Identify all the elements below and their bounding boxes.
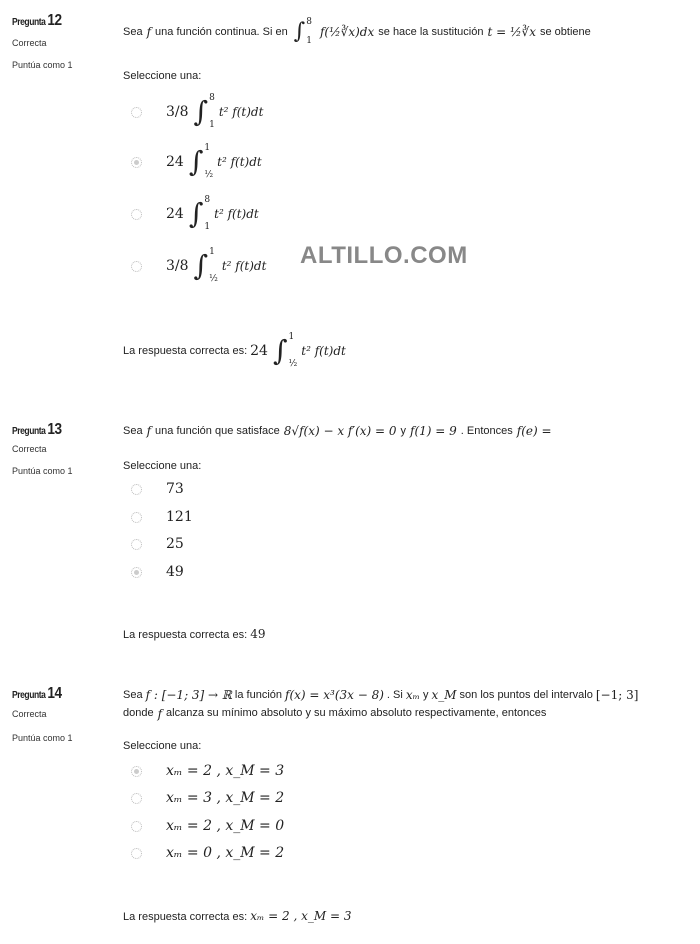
option-2[interactable]	[131, 509, 193, 525]
select-label: Seleccione una:	[123, 460, 202, 472]
question-text: Sea f una función que satisface 8√f(x) − x f′(x) = 0 y f(1) = 9 . Entonces f(e) =	[123, 424, 552, 438]
question-number: Pregunta 13	[12, 421, 62, 438]
integral-sign-icon: ∫ 8 1	[193, 93, 215, 130]
integrand: t² f(t)dt	[218, 105, 264, 119]
option-2[interactable]	[131, 790, 284, 806]
upper-limit: 8	[306, 17, 312, 27]
radio-button[interactable]	[131, 512, 142, 523]
watermark: ALTILLO.COM	[300, 242, 468, 269]
option-value: 25	[166, 536, 184, 552]
option-4[interactable]	[131, 248, 266, 284]
lower-limit: 1	[306, 36, 312, 46]
question-number: Pregunta 14	[12, 685, 62, 702]
integral-sign-icon: ∫ 1 ½	[272, 332, 298, 369]
radio-button[interactable]	[131, 107, 142, 118]
correct-answer: La respuesta correcta es: xₘ = 2 , x_M = 3	[123, 909, 352, 923]
integrand: t² f(t)dt	[221, 259, 267, 273]
option-coef: 24	[166, 206, 184, 222]
option-value: xₘ = 3 , x_M = 2	[166, 790, 285, 806]
upper-limit: 1	[209, 247, 215, 257]
option-value: xₘ = 0 , x_M = 2	[166, 845, 285, 861]
option-2[interactable]	[131, 144, 262, 180]
question-score: Puntúa como 1	[12, 466, 73, 476]
question-text-line2: donde f alcanza su mínimo absoluto y su máximo absoluto respectivamente, entonces	[123, 707, 547, 721]
question-status: Correcta	[12, 38, 47, 48]
integrand: t² f(t)dt	[214, 207, 259, 221]
option-value: xₘ = 2 , x_M = 0	[166, 818, 285, 834]
upper-limit: 1	[204, 143, 211, 153]
option-coef: 3/8	[166, 258, 189, 274]
radio-button[interactable]	[131, 793, 142, 804]
option-formula	[166, 94, 263, 130]
lower-limit: ½	[209, 274, 218, 284]
option-coef: 3/8	[166, 104, 189, 120]
radio-button[interactable]	[131, 848, 142, 859]
option-3[interactable]	[131, 818, 284, 834]
integral-sign-icon: ∫ 8 1	[293, 17, 312, 46]
upper-limit: 8	[209, 93, 215, 103]
option-value: 49	[166, 564, 184, 580]
option-3[interactable]	[131, 536, 184, 552]
integral-sign-icon: ∫ 1 ½	[188, 143, 214, 180]
radio-button[interactable]	[131, 484, 142, 495]
select-label: Seleccione una:	[123, 70, 202, 82]
option-formula	[166, 248, 266, 284]
question-text: Sea f una función continua. Si en ∫ 8 1 f(½∛x)dx se hace la sustitución t = ½∛x se obtiene	[123, 17, 591, 46]
option-1[interactable]	[131, 94, 263, 130]
option-value: xₘ = 2 , x_M = 3	[166, 763, 285, 779]
correct-answer: La respuesta correcta es: 49	[123, 627, 266, 641]
question-score: Puntúa como 1	[12, 60, 73, 70]
option-coef: 24	[166, 154, 184, 170]
option-formula	[166, 196, 259, 232]
question-status: Correcta	[12, 709, 47, 719]
integrand: t² f(t)dt	[217, 155, 262, 169]
option-3[interactable]	[131, 196, 259, 232]
integral-sign-icon: ∫ 1 ½	[193, 247, 218, 284]
upper-limit: 8	[204, 195, 211, 205]
option-1[interactable]	[131, 763, 284, 779]
radio-button[interactable]	[131, 539, 142, 550]
question-number: Pregunta 12	[12, 12, 62, 29]
option-4[interactable]	[131, 564, 184, 580]
radio-button[interactable]	[131, 766, 142, 777]
integral-sign-icon: ∫ 8 1	[188, 195, 211, 232]
radio-button[interactable]	[131, 261, 142, 272]
option-4[interactable]	[131, 845, 284, 861]
select-label: Seleccione una:	[123, 740, 202, 752]
option-value: 73	[166, 481, 184, 497]
option-formula	[166, 144, 262, 180]
question-text: Sea f : [−1; 3] → ℝ la función f(x) = x³(3x − 8) . Si xₘ y x_M son los puntos del intervalo [−1; 3]	[123, 688, 639, 702]
radio-button[interactable]	[131, 821, 142, 832]
lower-limit: 1	[204, 222, 211, 232]
question-score: Puntúa como 1	[12, 733, 73, 743]
option-value: 121	[166, 509, 193, 525]
question-status: Correcta	[12, 444, 47, 454]
lower-limit: ½	[204, 170, 214, 180]
radio-button[interactable]	[131, 157, 142, 168]
radio-button[interactable]	[131, 567, 142, 578]
option-1[interactable]	[131, 481, 184, 497]
lower-limit: 1	[209, 120, 215, 130]
radio-button[interactable]	[131, 209, 142, 220]
correct-answer: La respuesta correcta es: 24 ∫ 1 ½ t² f(t)dt	[123, 332, 346, 369]
